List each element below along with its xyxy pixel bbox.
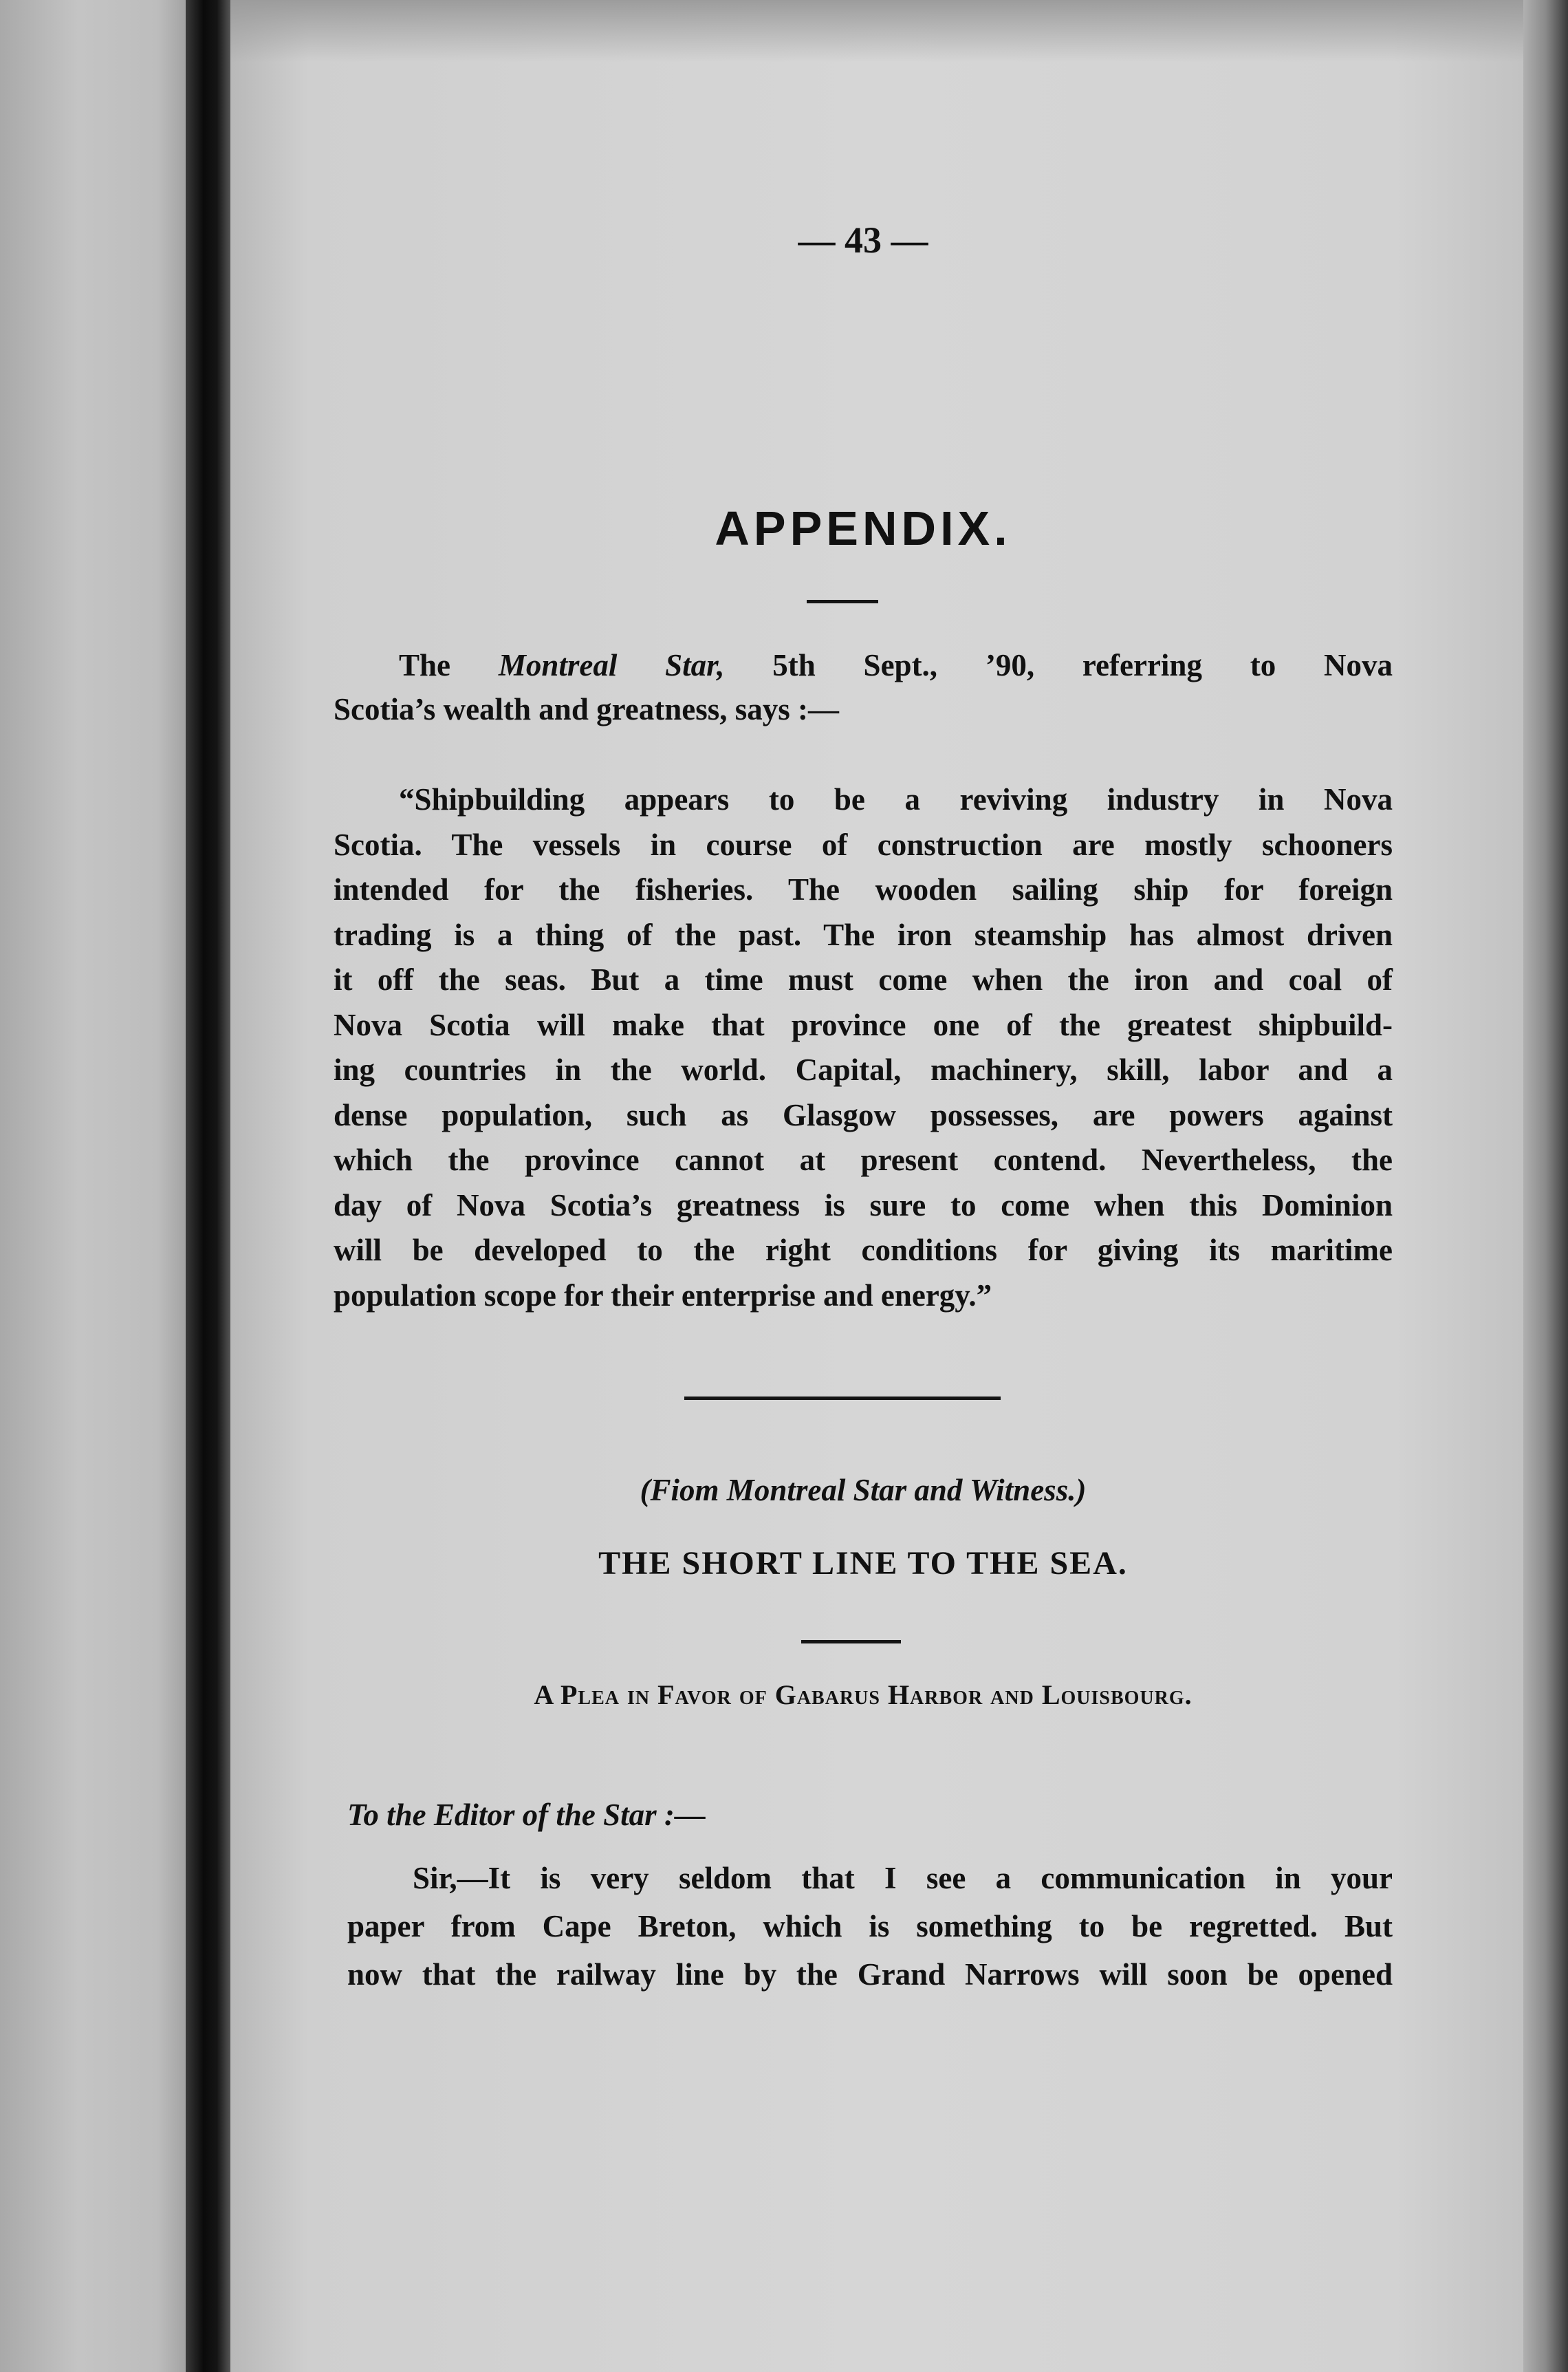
letter-line: now that the railway line by the Grand Narrows will soon be opened bbox=[347, 1957, 1393, 1992]
newspaper-title: Montreal Star, bbox=[498, 648, 725, 682]
title-rule bbox=[801, 1640, 901, 1643]
page-number: — 43 — bbox=[798, 219, 928, 261]
appendix-heading: APPENDIX. bbox=[715, 502, 1012, 555]
intro-paragraph bbox=[334, 643, 1393, 731]
quote-line: trading is a thing of the past. The iron steamship has almost driven bbox=[334, 917, 1393, 952]
quote-line: ing countries in the world. Capital, machinery, skill, labor and a bbox=[334, 1053, 1393, 1087]
quote-line: “Shipbuilding appears to be a reviving industry in Nova bbox=[399, 782, 1393, 817]
page-content bbox=[334, 0, 1393, 2372]
letter-paragraph bbox=[347, 1854, 1393, 1998]
quote-line: day of Nova Scotia’s greatness is sure to come when this Dominion bbox=[334, 1187, 1393, 1222]
intro-line-2: Scotia’s wealth and greatness, says :— bbox=[334, 692, 840, 726]
page bbox=[230, 0, 1523, 2372]
quote-line: which the province cannot at present contend. Nevertheless, the bbox=[334, 1143, 1393, 1177]
letter-line: paper from Cape Breton, which is something to be regretted. But bbox=[347, 1909, 1393, 1943]
intro-line-1: The Montreal Star, 5th Sept., ’90, referring to Nova bbox=[399, 648, 1393, 682]
source-line: (Fiom Montreal Star and Witness.) bbox=[640, 1473, 1087, 1507]
quote-line: it off the seas. But a time must come when the iron and coal of bbox=[334, 962, 1393, 997]
salutation: To the Editor of the Star :— bbox=[347, 1798, 706, 1832]
quote-line: will be developed to the right conditions for giving its maritime bbox=[334, 1233, 1393, 1267]
quote-line: Nova Scotia will make that province one of the greatest shipbuild- bbox=[334, 1007, 1393, 1042]
quote-line: dense population, such as Glasgow possesses, are powers against bbox=[334, 1097, 1393, 1132]
article-subtitle: A Plea in Favor of Gabarus Harbor and Louisbourg. bbox=[534, 1679, 1193, 1710]
book-gutter bbox=[186, 0, 230, 2372]
heading-rule bbox=[807, 600, 878, 603]
right-page-edge bbox=[1523, 0, 1568, 2372]
article-title: THE SHORT LINE TO THE SEA. bbox=[598, 1545, 1128, 1582]
quote-line: population scope for their enterprise and energy.” bbox=[334, 1277, 992, 1313]
quote-line: Scotia. The vessels in course of construction are mostly schooners bbox=[334, 827, 1393, 862]
section-rule bbox=[684, 1397, 1001, 1400]
quote-line: intended for the fisheries. The wooden sailing ship for foreign bbox=[334, 872, 1393, 907]
quote-paragraph bbox=[334, 777, 1393, 1318]
left-page-edge bbox=[0, 0, 196, 2372]
letter-line: Sir,—It is very seldom that I see a communication in your bbox=[413, 1861, 1393, 1895]
